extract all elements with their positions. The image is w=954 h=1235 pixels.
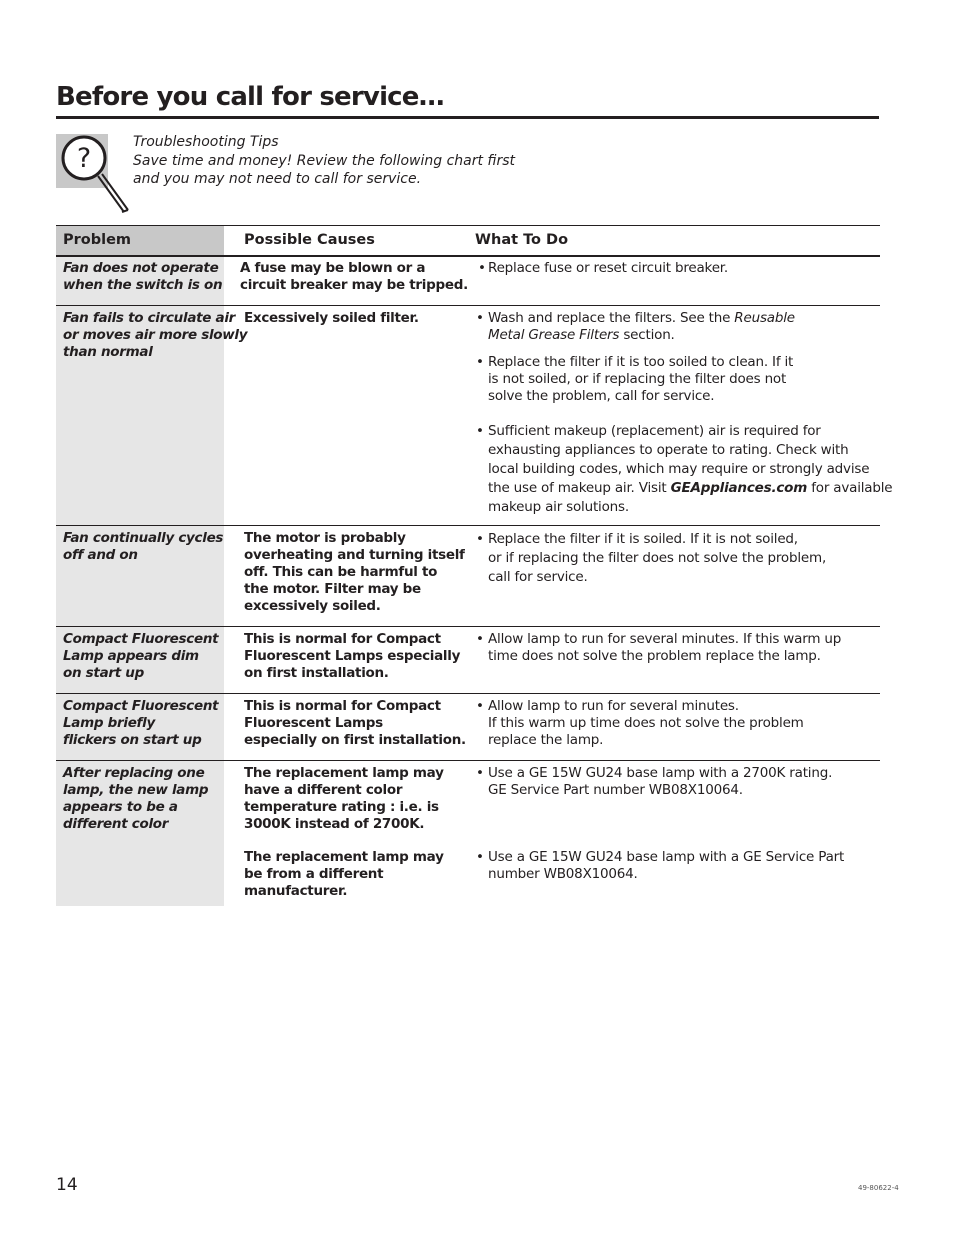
problem-cell (56, 627, 224, 693)
table-row (56, 257, 880, 306)
problem-line: Fan fails to circulate air (63, 310, 236, 326)
bullet-icon: • (478, 260, 486, 276)
todo-line: solve the problem, call for service. (488, 388, 715, 404)
cause-line: The motor is probably (244, 530, 406, 546)
problem-header: Problem (63, 232, 132, 248)
cause-line: Fluorescent Lamps especially (244, 648, 461, 664)
cause-line: Excessively soiled filter. (244, 310, 419, 326)
cause-line: circuit breaker may be tripped. (240, 277, 468, 293)
bullet-icon: • (476, 631, 484, 647)
cause-line: The replacement lamp may (244, 849, 444, 865)
cause-line: have a different color (244, 782, 403, 798)
todo-item (476, 354, 794, 405)
problem-cell (56, 526, 224, 626)
problem-line: Fan continually cycles (63, 530, 224, 546)
todo-item (476, 698, 804, 749)
todo-line: is not soiled, or if replacing the filter does not (488, 371, 787, 387)
todo-line: If this warm up time does not solve the problem (488, 715, 804, 731)
tips-line: Save time and money! Review the following chart first (133, 152, 515, 169)
todo-line: makeup air solutions. (488, 499, 629, 515)
problem-text (63, 260, 222, 294)
problem-line: Compact Fluorescent (63, 698, 219, 714)
problem-line: different color (63, 816, 169, 832)
cause-line: 3000K instead of 2700K. (244, 816, 425, 832)
cause-line: This is normal for Compact (244, 631, 441, 647)
problem-text (63, 310, 247, 361)
problem-line: Fan does not operate (63, 260, 219, 276)
cause-text (244, 631, 460, 682)
problem-line: or moves air more slowly (63, 327, 248, 343)
question-magnifier-icon (54, 130, 134, 218)
bullet-icon: • (476, 423, 484, 439)
problem-cell (56, 694, 224, 760)
todo-line: call for service. (488, 569, 588, 585)
todo-item (476, 765, 833, 799)
cause-line: off. This can be harmful to (244, 564, 438, 580)
todo-line: Allow lamp to run for several minutes. (488, 698, 739, 714)
todo-line: number WB08X10064. (488, 866, 638, 882)
todo-line: Replace fuse or reset circuit breaker. (488, 260, 729, 276)
table-row (56, 526, 880, 627)
problem-text (63, 631, 218, 682)
cause-line: A fuse may be blown or a (240, 260, 426, 276)
cause-line: overheating and turning itself (244, 547, 465, 563)
cause-line: The replacement lamp may (244, 765, 444, 781)
table-header (56, 225, 880, 257)
todo-line: exhausting appliances to operate to rating. Check with (488, 442, 849, 458)
cause-line: be from a different (244, 866, 384, 882)
page-title: Before you call for service… (56, 82, 444, 112)
todo-line: Use a GE 15W GU24 base lamp with a 2700K rating. (488, 765, 833, 781)
cause-text (240, 260, 468, 294)
problem-text (63, 530, 223, 564)
todo-line: Allow lamp to run for several minutes. If this warm up (488, 631, 842, 647)
bullet-icon: • (476, 354, 484, 370)
bullet-icon: • (476, 310, 484, 326)
page-number: 14 (56, 1175, 78, 1195)
problem-line: on start up (63, 665, 144, 681)
problem-text (63, 698, 218, 749)
cause-line: This is normal for Compact (244, 698, 441, 714)
bullet-icon: • (476, 698, 484, 714)
todo-item (476, 631, 842, 665)
problem-line: Compact Fluorescent (63, 631, 219, 647)
problem-line: Lamp appears dim (63, 648, 199, 664)
problem-line: when the switch is on (63, 277, 223, 293)
bullet-icon: • (476, 531, 484, 547)
todo-item (476, 422, 893, 517)
troubleshooting-table (56, 225, 893, 906)
cause-line: temperature rating : i.e. is (244, 799, 439, 815)
todo-line: local building codes, which may require or strongly advise (488, 461, 870, 477)
table-body (56, 257, 893, 906)
cause-line: especially on first installation. (244, 732, 466, 748)
cause-text (244, 765, 444, 833)
document-number: 49-80622-4 (858, 1184, 899, 1192)
problem-line: flickers on start up (63, 732, 202, 748)
causes-header: Possible Causes (244, 232, 375, 248)
bullet-icon: • (476, 765, 484, 781)
tips-heading: Troubleshooting Tips (133, 134, 279, 150)
todo-item (476, 530, 827, 587)
todo-line: Sufficient makeup (replacement) air is required for (488, 423, 821, 439)
tips-line: and you may not need to call for service. (133, 171, 422, 187)
todo-item (476, 310, 795, 344)
cause-line: on first installation. (244, 665, 389, 681)
todo-item (476, 849, 845, 883)
todo-line: Use a GE 15W GU24 base lamp with a GE Service Part (488, 849, 845, 865)
todo-item (478, 260, 729, 277)
todo-line: time does not solve the problem replace the lamp. (488, 648, 821, 664)
cause-line: Fluorescent Lamps (244, 715, 383, 731)
todo-line: Metal Grease Filters section. (488, 327, 675, 343)
problem-line: than normal (63, 344, 153, 360)
problem-cell (56, 306, 248, 525)
cause-text (244, 698, 466, 749)
todo-header: What To Do (475, 232, 569, 248)
cause-text (244, 530, 465, 615)
cause-text (244, 849, 444, 900)
problem-line: appears to be a (63, 799, 178, 815)
table-row (56, 306, 893, 526)
problem-line: off and on (63, 547, 138, 563)
todo-line: Wash and replace the filters. See the Reusable (488, 310, 795, 326)
problem-text (63, 765, 208, 833)
cause-line: the motor. Filter may be (244, 581, 421, 597)
todo-line: GE Service Part number WB08X10064. (488, 782, 743, 798)
problem-cell (56, 257, 224, 305)
table-row (56, 694, 880, 761)
cause-text (244, 310, 419, 327)
todo-line: the use of makeup air. Visit GEAppliances.com for available (488, 480, 893, 496)
todo-line: replace the lamp. (488, 732, 604, 748)
table-row (56, 761, 880, 906)
problem-line: After replacing one (63, 765, 205, 781)
svg-text:?: ? (76, 143, 92, 174)
problem-line: lamp, the new lamp (63, 782, 209, 798)
title-divider (56, 116, 879, 119)
todo-line: or if replacing the filter does not solve the problem, (488, 550, 827, 566)
cause-line: manufacturer. (244, 883, 348, 899)
troubleshooting-tips (133, 133, 515, 189)
todo-line: Replace the filter if it is too soiled to clean. If it (488, 354, 794, 370)
problem-line: Lamp briefly (63, 715, 155, 731)
todo-line: Replace the filter if it is soiled. If it is not soiled, (488, 531, 798, 547)
cause-line: excessively soiled. (244, 598, 381, 614)
bullet-icon: • (476, 849, 484, 865)
table-row (56, 627, 880, 694)
problem-cell (56, 761, 224, 906)
